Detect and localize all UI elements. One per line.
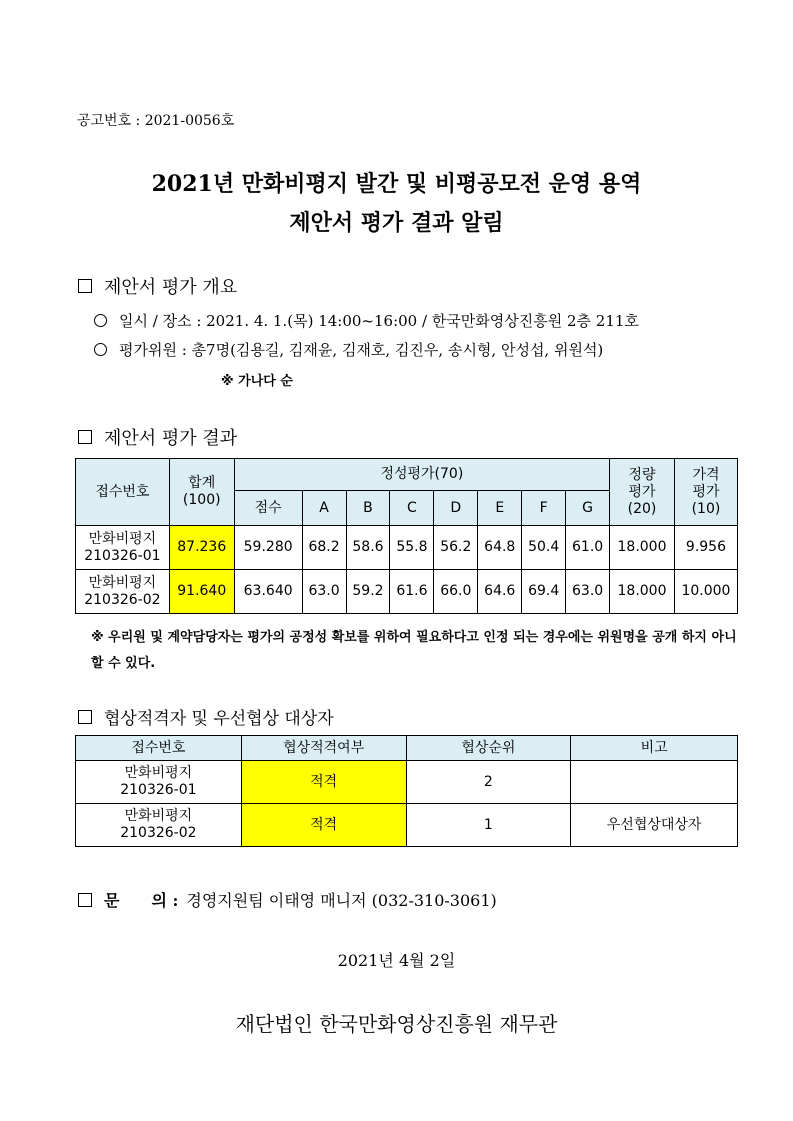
header-receipt: 접수번호 <box>76 459 170 526</box>
header-criterion: A <box>302 491 346 526</box>
notice-number: 공고번호 : 2021-0056호 <box>77 113 235 129</box>
cell-criterion: 55.8 <box>390 526 434 570</box>
cell-rank: 2 <box>406 761 571 804</box>
section-results-heading <box>78 424 237 450</box>
circle-bullet-icon <box>94 343 107 356</box>
header-quantitative: 정량 평가 (20) <box>610 459 675 526</box>
header-qualitative: 정성평가(70) <box>234 459 609 491</box>
document-title-line2: 제안서 평가 결과 알림 <box>289 210 504 236</box>
circle-bullet-icon <box>94 314 107 327</box>
table-row <box>76 761 738 804</box>
overview-bullet-evaluators <box>94 339 603 360</box>
cell-criterion: 58.6 <box>346 526 390 570</box>
cell-eligibility: 적격 <box>241 761 406 804</box>
cell-criterion: 64.8 <box>478 526 522 570</box>
square-bullet-icon <box>78 710 92 724</box>
contact-value: 경영지원팀 이태영 매니저 (032-310-3061) <box>186 891 497 910</box>
contact-label: 문 의 : <box>104 891 179 910</box>
header-criterion: E <box>478 491 522 526</box>
header-criterion: F <box>522 491 566 526</box>
document-title-line1: 2021년 만화비평지 발간 및 비평공모전 운영 용역 <box>151 171 642 197</box>
cell-receipt: 만화비평지 210326-01 <box>76 526 170 570</box>
section-results-title: 제안서 평가 결과 <box>104 428 238 449</box>
cell-price: 10.000 <box>674 570 737 614</box>
cell-receipt: 만화비평지 210326-02 <box>76 570 170 614</box>
cell-score: 63.640 <box>234 570 302 614</box>
negotiation-table <box>75 735 738 847</box>
section-overview-title: 제안서 평가 개요 <box>104 277 238 298</box>
section-overview-heading <box>78 273 237 299</box>
square-bullet-icon <box>78 279 92 293</box>
header-criterion: C <box>390 491 434 526</box>
cell-receipt: 만화비평지 210326-02 <box>76 804 242 847</box>
cell-criterion: 68.2 <box>302 526 346 570</box>
evaluation-results-table <box>75 458 738 614</box>
cell-criterion: 69.4 <box>522 570 566 614</box>
square-bullet-icon <box>78 430 92 444</box>
header-rank: 협상순위 <box>406 736 571 761</box>
cell-receipt: 만화비평지 210326-01 <box>76 761 242 804</box>
header-criterion: G <box>566 491 610 526</box>
header-criterion: B <box>346 491 390 526</box>
cell-criterion: 63.0 <box>566 570 610 614</box>
disclosure-footnote: ※ 우리원 및 계약담당자는 평가의 공정성 확보를 위하여 필요하다고 인정 되는 경우에는 위원명을 공개 하지 아니 할 수 있다. <box>91 630 737 671</box>
square-bullet-icon <box>78 893 92 907</box>
overview-bullet-text: 일시 / 장소 : 2021. 4. 1.(목) 14:00~16:00 / 한국만화영상진흥원 2층 211호 <box>119 312 639 330</box>
table-row <box>76 570 738 614</box>
cell-criterion: 63.0 <box>302 570 346 614</box>
header-total: 합계 (100) <box>169 459 234 526</box>
cell-quantitative: 18.000 <box>610 570 675 614</box>
cell-price: 9.956 <box>674 526 737 570</box>
cell-criterion: 50.4 <box>522 526 566 570</box>
issuing-organization: 재단법인 한국만화영상진흥원 재무관 <box>235 1012 558 1036</box>
cell-quantitative: 18.000 <box>610 526 675 570</box>
header-score: 점수 <box>234 491 302 526</box>
header-remark: 비고 <box>571 736 738 761</box>
cell-remark: 우선협상대상자 <box>571 804 738 847</box>
header-receipt: 접수번호 <box>76 736 242 761</box>
overview-bullet-text: 평가위원 : 총7명(김용길, 김재윤, 김재호, 김진우, 송시형, 안성섭, 위원석) <box>119 341 604 359</box>
overview-bullet-datetime <box>94 310 639 331</box>
cell-criterion: 61.0 <box>566 526 610 570</box>
table-row <box>76 804 738 847</box>
table-row <box>76 526 738 570</box>
cell-remark <box>571 761 738 804</box>
cell-eligibility: 적격 <box>241 804 406 847</box>
cell-total: 91.640 <box>169 570 234 614</box>
cell-rank: 1 <box>406 804 571 847</box>
contact-line <box>78 888 497 911</box>
evaluator-order-note: ※ 가나다 순 <box>221 374 293 389</box>
notice-date: 2021년 4월 2일 <box>337 951 456 970</box>
cell-criterion: 66.0 <box>434 570 478 614</box>
cell-score: 59.280 <box>234 526 302 570</box>
cell-criterion: 61.6 <box>390 570 434 614</box>
section-negotiation-title: 협상적격자 및 우선협상 대상자 <box>104 709 334 729</box>
section-negotiation-heading <box>78 704 334 729</box>
cell-total: 87.236 <box>169 526 234 570</box>
cell-criterion: 64.6 <box>478 570 522 614</box>
header-price: 가격 평가 (10) <box>674 459 737 526</box>
cell-criterion: 59.2 <box>346 570 390 614</box>
header-criterion: D <box>434 491 478 526</box>
header-eligibility: 협상적격여부 <box>241 736 406 761</box>
cell-criterion: 56.2 <box>434 526 478 570</box>
